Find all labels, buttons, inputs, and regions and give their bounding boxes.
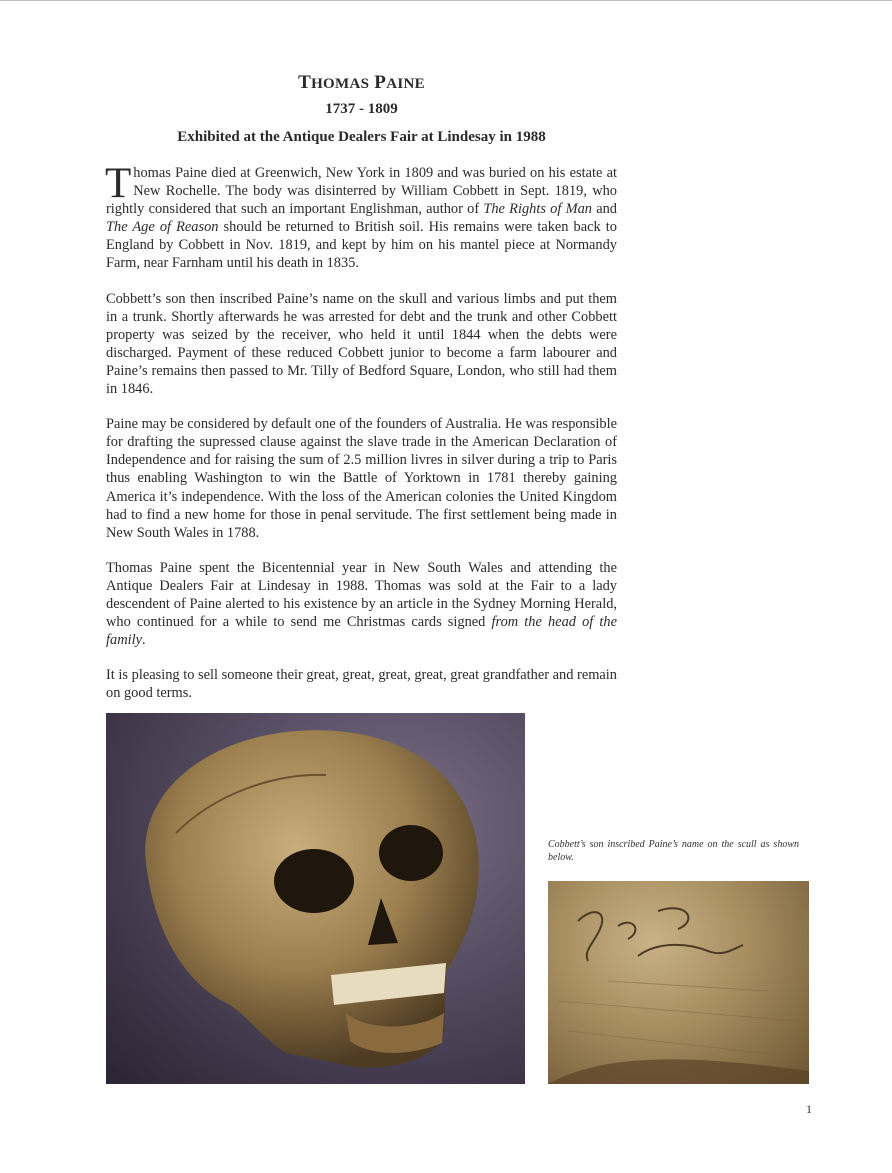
top-rule	[0, 0, 892, 1]
skull-photo	[106, 713, 525, 1084]
drop-cap: T	[105, 160, 132, 207]
life-dates: 1737 - 1809	[325, 101, 398, 117]
image-caption: Cobbett’s son inscribed Paine’s name on the scull as shown below.	[548, 839, 799, 863]
paragraph-2: Cobbett’s son then inscribed Paine’s name on the skull and various limbs and put them in a trunk. Shortly afterwards he was arrested for debt and the trunk and other Cobbett property was seized by the receiver, who held it until 1844 when the debts were discharged. Payment of these reduced Cobbett junior to become a farm labourer and Paine’s remains then passed to Mr. Tilly of Bedford Square, London, who still had them in 1846.	[106, 290, 617, 398]
book-title: The Age of Reason	[106, 219, 219, 236]
page-title: THOMAS PAINE	[298, 72, 425, 93]
subtitle: Exhibited at the Antique Dealers Fair at Lindesay in 1988	[177, 129, 546, 145]
skull-inscription-closeup	[548, 881, 809, 1084]
book-title: The Rights of Man	[483, 201, 592, 218]
page-number: 1	[806, 1102, 812, 1116]
paragraph-4: Thomas Paine spent the Bicentennial year in New South Wales and attending the Antique Dealers Fair at Lindesay in 1988. Thomas was sold at the Fair to a lady descendent of Paine alerted to his existence by an article in the Sydney Morning Herald, who continued for a while to send me Christmas cards signed from the head of the family.	[106, 559, 617, 649]
paragraph-3: Paine may be considered by default one of the founders of Australia. He was responsible for drafting the supressed clause against the slave trade in the American Declaration of Independence and for raising the sum of 2.5 million livres in silver during a trip to Paris thus enabling Washington to win the Battle of Yorktown in 1781 thereby gaining America it’s independence. With the loss of the American colonies the United Kingdom had to find a new home for those in penal servitude. The first settlement being made in New South Wales in 1788.	[106, 416, 617, 541]
paragraph-1: Thomas Paine died at Greenwich, New York in 1809 and was buried on his estate at New Rochelle. The body was disinterred by William Cobbett in Sept. 1819, who rightly considered that such an important Englishman, author of The Rights of Man and The Age of Reason should be returned to British soil. His remains were taken back to England by Cobbett in Nov. 1819, and kept by him on his mantel piece at Normandy Farm, near Farnham until his death in 1835.	[105, 160, 617, 272]
inscription-illustration	[548, 881, 809, 1084]
skull-illustration	[106, 713, 525, 1084]
quote: from the head of the family	[106, 614, 617, 649]
paragraph-5: It is pleasing to sell someone their great, great, great, great, great grandfather and remain on good terms.	[106, 667, 617, 702]
article-body	[105, 160, 617, 719]
